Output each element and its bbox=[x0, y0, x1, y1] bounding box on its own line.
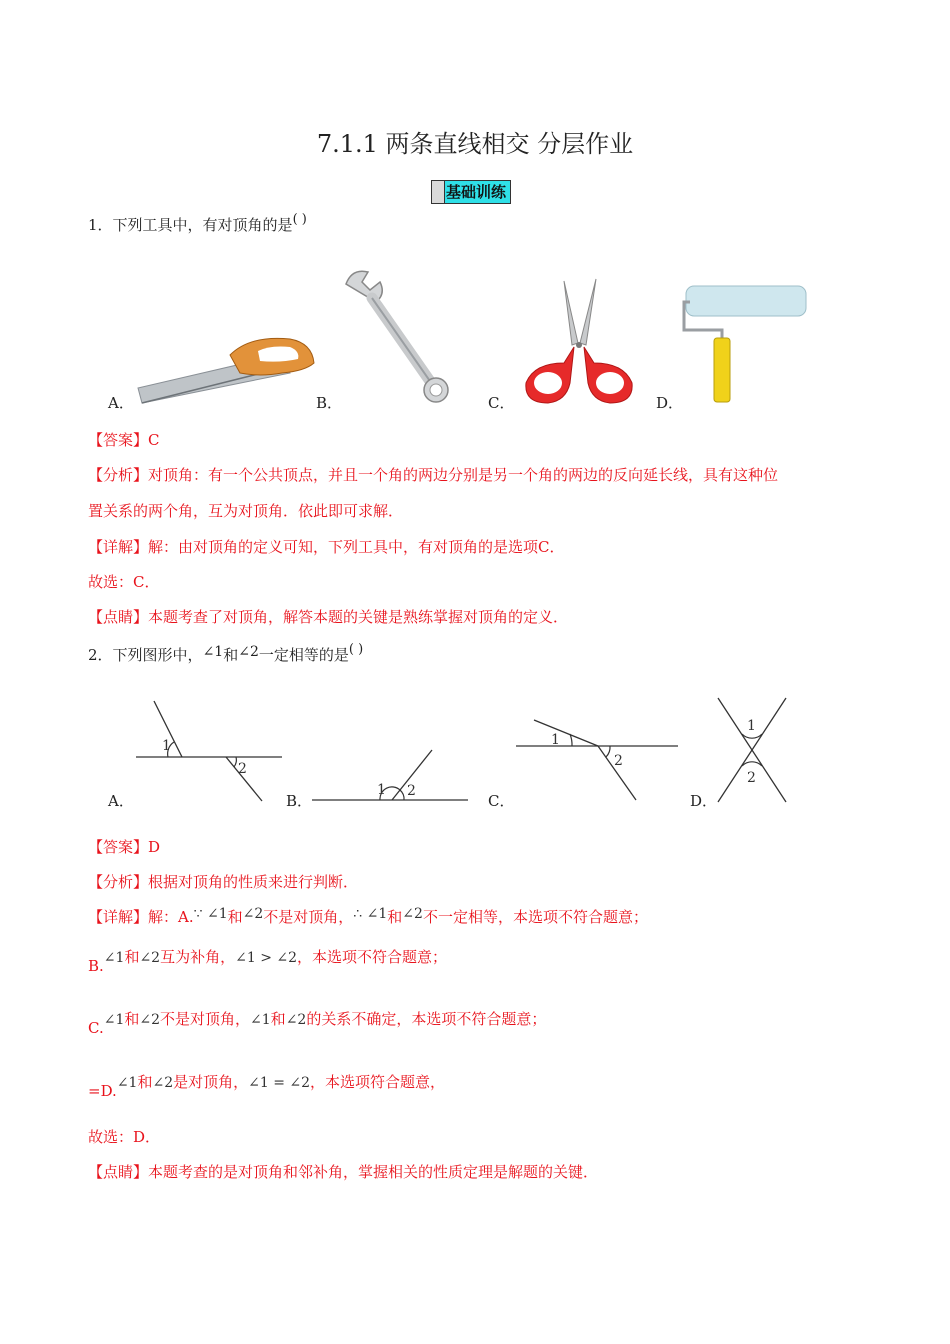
page-title: 7.1.1 两条直线相交 分层作业 bbox=[316, 130, 634, 158]
q2-detail-d: =D.∠1和∠2是对顶角，∠1 = ∠2，本选项符合题意， bbox=[88, 1073, 446, 1100]
wrench-icon bbox=[340, 266, 450, 406]
section-mark bbox=[432, 181, 445, 203]
paint-roller-icon bbox=[680, 278, 810, 408]
q2-comment: 【点睛】本题考查的是对顶角和邻补角，掌握相关的性质定理是解题的关键． bbox=[88, 1163, 599, 1181]
figure-b bbox=[308, 745, 473, 807]
figure-d-label-1: 1 bbox=[747, 718, 756, 734]
q1-option-a[interactable]: A． bbox=[108, 394, 134, 412]
figure-a-label-2: 2 bbox=[238, 761, 247, 777]
q2-option-c[interactable]: C． bbox=[488, 792, 515, 810]
figure-d bbox=[712, 694, 792, 804]
q2-analysis: 【分析】根据对顶角的性质来进行判断． bbox=[88, 873, 359, 891]
q2-detail-a: 【详解】解：A.∵ ∠1和∠2不是对顶角，∴ ∠1和∠2不一定相等，本选项不符合题意； bbox=[88, 906, 648, 926]
figure-a bbox=[130, 695, 290, 807]
q2-option-a[interactable]: A． bbox=[108, 792, 134, 810]
q2-detail-c: C.∠1和∠2不是对顶角，∠1和∠2的关系不确定，本选项不符合题意； bbox=[88, 1010, 547, 1037]
q1-option-d[interactable]: D． bbox=[656, 394, 684, 412]
q1-comment: 【点睛】本题考查了对顶角，解答本题的关键是熟练掌握对顶角的定义． bbox=[88, 608, 569, 626]
q2-detail-b: B.∠1和∠2互为补角，∠1 > ∠2，本选项不符合题意； bbox=[88, 948, 448, 975]
figure-c-label-2: 2 bbox=[614, 753, 623, 769]
saw-icon bbox=[130, 325, 320, 410]
q2-option-d[interactable]: D． bbox=[690, 792, 718, 810]
figure-b-label-2: 2 bbox=[407, 783, 416, 799]
q1-option-c[interactable]: C． bbox=[488, 394, 515, 412]
q1-answer: 【答案】C bbox=[88, 431, 160, 449]
question-1: 1．下列工具中，有对顶角的是( ) bbox=[88, 212, 307, 234]
q2-choice: 故选：D． bbox=[88, 1128, 161, 1146]
q2-option-b[interactable]: B． bbox=[286, 792, 313, 810]
figure-c-label-1: 1 bbox=[551, 732, 560, 748]
q1-analysis-line-1: 【分析】对顶角：有一个公共顶点，并且一个角的两边分别是另一个角的两边的反向延长线，具有这种位 bbox=[88, 466, 779, 484]
q1-choice: 故选：C． bbox=[88, 573, 160, 591]
q1-detail: 【详解】解：由对顶角的定义可知，下列工具中，有对顶角的是选项C． bbox=[88, 538, 565, 556]
figure-a-label-1: 1 bbox=[162, 738, 171, 754]
figure-b-label-1: 1 bbox=[377, 782, 386, 798]
figure-c bbox=[512, 712, 682, 804]
figure-d-label-2: 2 bbox=[747, 770, 756, 786]
section-label bbox=[431, 180, 511, 204]
q1-option-b[interactable]: B． bbox=[316, 394, 343, 412]
question-2: 2．下列图形中，∠1和∠2一定相等的是( ) bbox=[88, 642, 364, 664]
scissors-icon bbox=[514, 275, 644, 410]
q1-analysis-line-2: 置关系的两个角，互为对顶角．依此即可求解． bbox=[88, 502, 404, 520]
q2-answer: 【答案】D bbox=[88, 838, 161, 856]
section-text: 基础训练 bbox=[446, 183, 507, 201]
